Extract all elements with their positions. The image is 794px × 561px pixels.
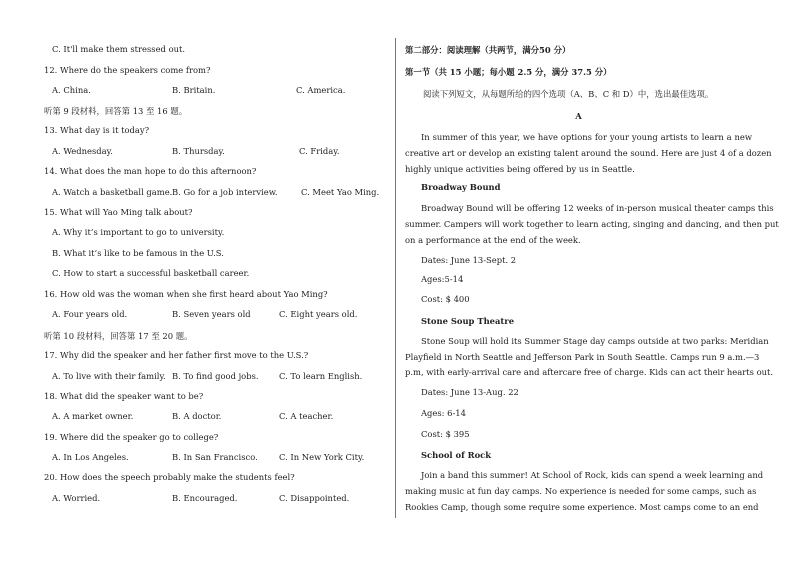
stone-soup-cost: Cost: $ 395 [421,429,470,439]
broadway-ages: Ages:5-14 [421,274,464,284]
school-of-rock-line-3: Rookies Camp, though some require some experience. Most camps come to an end [405,502,759,512]
broadway-line-1: Broadway Bound will be offering 12 weeks of in-person musical theater camps this [421,203,774,213]
q20-option-b: B. Encouraged. [172,493,238,503]
intro-line-3: highly unique activities being offered by us in Seattle. [405,164,635,174]
q13-option-a: A. Wednesday. [52,146,113,156]
broadway-cost: Cost: $ 400 [421,294,470,304]
stone-soup-line-1: Stone Soup will hold its Summer Stage day camps outside at two parks: Meridian [421,336,769,346]
q14-option-c: C. Meet Yao Ming. [301,187,380,197]
school-of-rock-title: School of Rock [421,450,492,460]
broadway-title: Broadway Bound [421,182,501,192]
q16-option-b: B. Seven years old [172,309,251,319]
q14-option-b: B. Go for a job interview. [172,187,278,197]
q18-option-c: C. A teacher. [279,411,334,421]
passage-9-instruction: 听第 9 段材料，回答第 13 至 16 题。 [44,106,188,116]
q16-stem: 16. How old was the woman when she first heard about Yao Ming? [44,289,328,299]
q20-stem: 20. How does the speech probably make the students feel? [44,472,295,482]
q13-option-b: B. Thursday. [172,146,225,156]
q13-option-c: C. Friday. [299,146,340,156]
stone-soup-title: Stone Soup Theatre [421,316,515,326]
q15-stem: 15. What will Yao Ming talk about? [44,207,193,217]
q20-option-c: C. Disappointed. [279,493,350,503]
q14-stem: 14. What does the man hope to do this afternoon? [44,166,257,176]
broadway-line-2: summer. Campers will work together to learn acting, singing and dancing, and then put [405,219,779,229]
q19-stem: 19. Where did the speaker go to college? [44,432,219,442]
q17-stem: 17. Why did the speaker and her father first move to the U.S.? [44,350,309,360]
broadway-line-3: on a performance at the end of the week. [405,235,581,245]
part2-heading: 第二部分：阅读理解（共两节，满分50 分） [405,45,571,55]
q16-option-c: C. Eight years old. [279,309,358,319]
q15-option-b: B. What it’s like to be famous in the U.S. [52,248,224,258]
q18-option-b: B. A doctor. [172,411,222,421]
q15-option-c: C. How to start a successful basketball career. [52,268,250,278]
stone-soup-ages: Ages: 6-14 [421,408,466,418]
q15-option-a: A. Why it’s important to go to university. [52,227,225,237]
column-divider [395,38,396,518]
q17-option-a: A. To live with their family. [52,371,166,381]
q17-option-b: B. To find good jobs. [172,371,259,381]
school-of-rock-line-1: Join a band this summer! At School of Rock, kids can spend a week learning and [421,470,764,480]
school-of-rock-line-2: making music at fun day camps. No experience is needed for some camps, such as [405,486,757,496]
q12-stem: 12. Where do the speakers come from? [44,65,211,75]
section1-heading: 第一节（共 15 小题；每小题 2.5 分，满分 37.5 分） [405,67,612,77]
q19-option-a: A. In Los Angeles. [52,452,129,462]
q12-option-a: A. China. [52,85,91,95]
stone-soup-dates: Dates: June 13-Aug. 22 [421,387,519,397]
q11-option-c: C. It'll make them stressed out. [52,44,186,54]
passage-10-instruction: 听第 10 段材料，回答第 17 至 20 题。 [44,331,193,341]
q13-stem: 13. What day is it today? [44,125,150,135]
q19-option-b: B. In San Francisco. [172,452,258,462]
intro-line-2: creative art or develop an existing talent around the sound. Here are just 4 of a dozen [405,148,772,158]
passage-label: A [575,111,582,121]
stone-soup-line-2: Playfield in North Seattle and Jefferson Park in South Seattle. Camps run 9 a.m.—3 [405,352,760,362]
intro-line-1: In summer of this year, we have options for your young artists to learn a new [421,132,753,142]
q12-option-b: B. Britain. [172,85,216,95]
q14-option-a: A. Watch a basketball game. [52,187,173,197]
q18-option-a: A. A market owner. [52,411,134,421]
q20-option-a: A. Worried. [52,493,101,503]
q19-option-c: C. In New York City. [279,452,365,462]
q17-option-c: C. To learn English. [279,371,363,381]
stone-soup-line-3: p.m, with early-arrival care and aftercare free of charge. Kids can act their hearts out. [405,367,774,377]
q12-option-c: C. America. [296,85,346,95]
broadway-dates: Dates: June 13-Sept. 2 [421,255,517,265]
q18-stem: 18. What did the speaker want to be? [44,391,204,401]
reading-instruction: 阅读下列短文，从每题所给的四个选项（A、B、C 和 D）中，选出最佳选项。 [423,89,714,99]
q16-option-a: A. Four years old. [52,309,128,319]
